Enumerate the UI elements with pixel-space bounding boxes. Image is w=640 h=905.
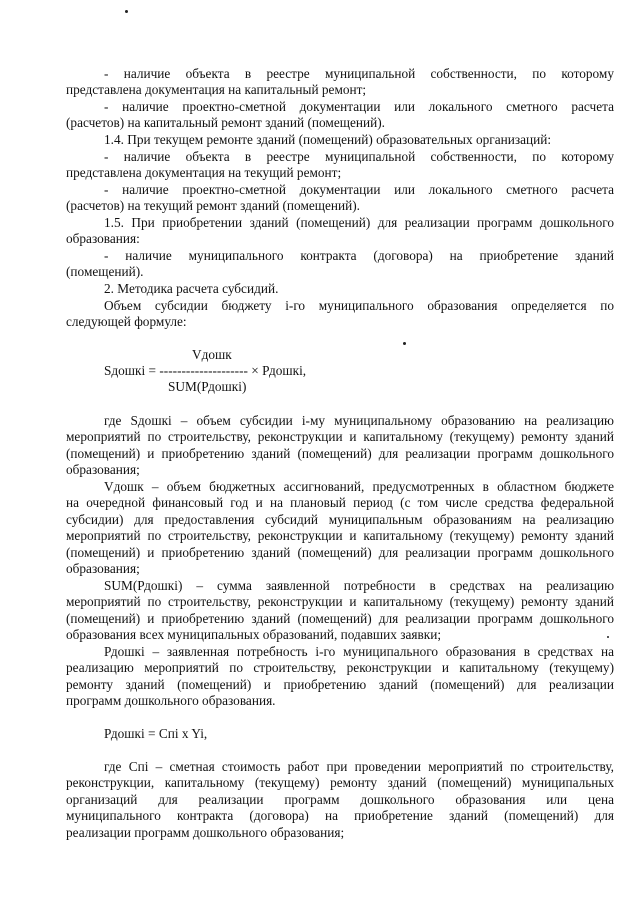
paragraph-line: (помещений) и приобретению зданий (помещений) для реализации программ дошкольного <box>66 611 614 626</box>
paragraph-line: организаций для реализации программ дошкольного образования или цена <box>66 792 614 807</box>
paragraph-line: мероприятий по строительству, реконструкции и капитальному (текущему) ремонту зданий <box>66 594 614 609</box>
paragraph-line: ремонту зданий (помещений) и приобретению зданий (помещений) для реализации <box>66 677 614 692</box>
paragraph-line: следующей формуле: <box>66 314 187 329</box>
paragraph-line: образования всех муниципальных образований, подавших заявки; <box>66 627 442 642</box>
paragraph-line: муниципального контракта (договора) на приобретение зданий (помещений) для <box>66 808 614 823</box>
formula-numerator: Vдошк <box>192 347 232 362</box>
section-heading: 1.5. При приобретении зданий (помещений) для реализации программ дошкольного <box>104 215 614 230</box>
formula-lhs: Sдошкi = <box>104 363 160 378</box>
paragraph-line: (помещений) и приобретению зданий (помещений) для реализации программ дошкольного <box>66 545 614 560</box>
paragraph-line: Объем субсидии бюджету i-го муниципального образования определяется по <box>104 298 614 313</box>
paragraph-line: программ дошкольного образования. <box>66 693 276 708</box>
paragraph-line: где Sдошкi – объем субсидии i-му муниципальному образованию на реализацию <box>104 413 614 428</box>
paragraph-line: представлена документация на текущий ремонт; <box>66 165 342 180</box>
scan-dot <box>403 342 406 345</box>
formula-main <box>104 363 306 379</box>
paragraph-line: где Cпi – сметная стоимость работ при проведении мероприятий по строительству, <box>104 759 614 774</box>
paragraph-line: образования: <box>66 231 140 246</box>
paragraph-line: реализации программ дошкольного образования; <box>66 825 345 840</box>
paragraph-line: (расчетов) на текущий ремонт зданий (помещений). <box>66 198 360 213</box>
paragraph-line: реконструкции, капитальному (текущему) ремонту зданий (помещений) муниципальных <box>66 775 614 790</box>
paragraph-line: образования; <box>66 462 140 477</box>
paragraph-line: Рдошкi – заявленная потребность i-го муниципального образования в средствах на <box>104 644 614 659</box>
paragraph-line: (помещений) и приобретению зданий (помещений) для реализации программ дошкольного <box>66 446 614 461</box>
scan-dot <box>125 10 128 13</box>
paragraph-line: субсидии) для предоставления субсидий муниципальным образованиям на реализацию <box>66 512 614 527</box>
paragraph-line: мероприятий по строительству, реконструкции и капитальному (текущему) ремонту зданий <box>66 429 614 444</box>
paragraph-line: представлена документация на капитальный ремонт; <box>66 82 367 97</box>
formula-2: Рдошкi = Cпi x Yi, <box>104 726 208 741</box>
paragraph-line: (расчетов) на капитальный ремонт зданий (помещений). <box>66 115 385 130</box>
paragraph-line: реализацию мероприятий по строительству, реконструкции и капитальному (текущему) <box>66 660 614 675</box>
paragraph-line: - наличие объекта в реестре муниципальной собственности, по которому <box>104 66 614 81</box>
paragraph-line: на очередной финансовый год и на плановый период (с том числе средства федеральной <box>66 495 614 510</box>
paragraph-line: - наличие объекта в реестре муниципальной собственности, по которому <box>104 149 614 164</box>
paragraph-line: - наличие муниципального контракта (договора) на приобретение зданий <box>104 248 614 263</box>
formula-rhs: × Рдошкi, <box>247 363 307 378</box>
section-heading: 1.4. При текущем ремонте зданий (помещений) образовательных организаций: <box>104 132 552 147</box>
paragraph-line: SUM(Рдошкi) – сумма заявленной потребности в средствах на реализацию <box>104 578 614 593</box>
paragraph-line: мероприятий по строительству, реконструкции и капитальному (текущему) ремонту зданий <box>66 528 614 543</box>
paragraph-line: (помещений). <box>66 264 144 279</box>
formula-denominator: SUM(Рдошкi) <box>168 379 247 394</box>
paragraph-line: - наличие проектно-сметной документации или локального сметного расчета <box>104 99 614 114</box>
paragraph-line: образования; <box>66 561 140 576</box>
paragraph-line: - наличие проектно-сметной документации или локального сметного расчета <box>104 182 614 197</box>
formula-fraction-bar: -------------------- <box>159 363 248 378</box>
paragraph-line: Vдошк – объем бюджетных ассигнований, предусмотренных в областном бюджете <box>104 479 614 494</box>
section-heading: 2. Методика расчета субсидий. <box>104 281 279 296</box>
